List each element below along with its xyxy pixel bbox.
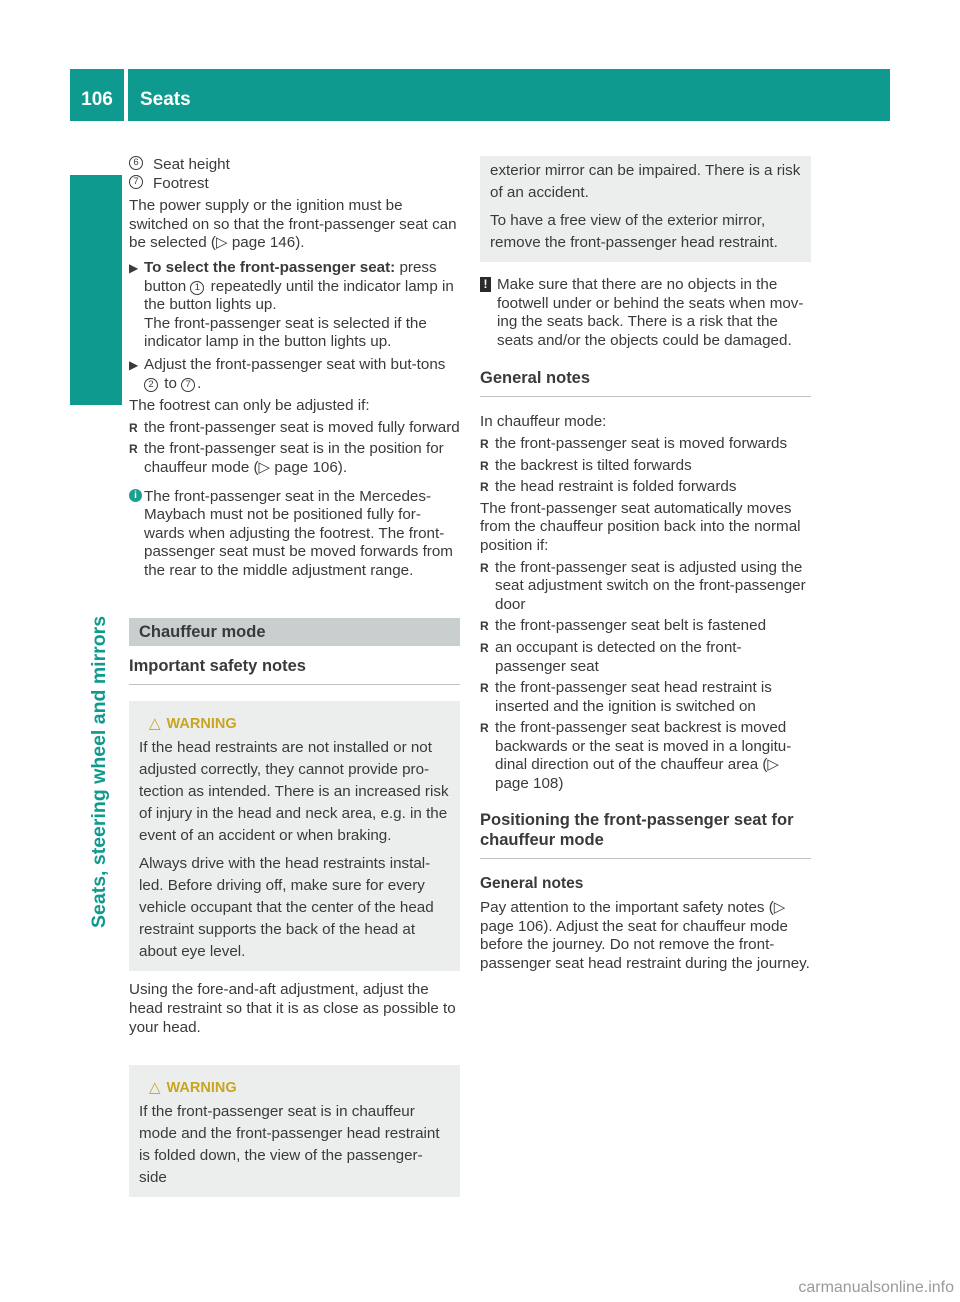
warning-header: [149, 713, 450, 735]
warning-text: exterior mirror can be impaired. There is a risk of an accident.: [490, 162, 801, 201]
bullet-text: the front-passenger seat is moved forwards: [495, 434, 788, 452]
bullet-r-icon: R: [480, 619, 489, 634]
bullet-r-icon: R: [129, 442, 138, 457]
footrest-intro: The footrest can only be adjusted if:: [129, 397, 370, 415]
bullet-text: the front-passenger seat belt is fastened: [495, 617, 767, 635]
bullet-r-icon: R: [480, 721, 489, 736]
list-item: [480, 719, 811, 793]
side-tab-title: Seats, steering wheel and mirrors: [88, 615, 110, 928]
heading-positioning: Positioning the front-passenger seat for chauffeur mode: [480, 810, 811, 859]
info-text: The front-passenger seat in the Mercedes-Maybach must not be positioned fully for-wards when adjusting the footrest. The front-passenger seat must be moved forwards from the rear to the middle adjustment range.: [144, 487, 453, 579]
warning-box-continued: [480, 156, 811, 262]
step-text: repeatedly until the indicator lamp in the button lights up.: [144, 277, 454, 314]
step-select-seat: [129, 259, 460, 352]
section-heading-chauffeur: Chauffeur mode: [129, 618, 460, 646]
page-number: 106: [81, 89, 113, 110]
list-item: [480, 639, 811, 676]
bullet-text: the backrest is tilted forwards: [495, 456, 692, 474]
bullet-text: the front-passenger seat is moved fully forward: [144, 418, 460, 436]
step-arrow-icon: ▶: [129, 260, 139, 275]
warning-box: [129, 1065, 460, 1197]
list-item: [480, 478, 811, 497]
info-icon: i: [129, 489, 142, 502]
list-item: [480, 617, 811, 636]
header-bar: [70, 69, 890, 121]
step-bold-label: To select the front-passenger seat:: [144, 258, 396, 276]
general-notes-text: Pay attention to the important safety notes (▷ page 106). Adjust the seat for chauffeur mode before the journey. Do not remove the front-passenger seat head restraint during the journey.: [480, 899, 810, 973]
list-item: [129, 419, 460, 438]
right-column: [480, 156, 811, 980]
exclamation-icon: !: [480, 277, 491, 292]
left-column: [129, 156, 460, 1207]
intro-text: The power supply or the ignition must be switched on so that the front-passenger seat can be selected (▷ page 146).: [129, 197, 457, 252]
step-adjust-seat: [129, 356, 460, 393]
warning-text: Always drive with the head restraints instal-led. Before driving off, make sure for every vehicle occupant that the center of the head restraint supports the back of the head at about eye level.: [139, 855, 434, 961]
button-number: 1: [190, 281, 204, 295]
step-text: Adjust the front-passenger seat with but-tons: [144, 355, 446, 373]
bullet-r-icon: R: [480, 480, 489, 495]
step-text: press button: [144, 258, 437, 295]
bullet-text: the front-passenger seat is in the position for chauffeur mode (▷ page 106).: [144, 440, 444, 476]
bullet-r-icon: R: [129, 420, 138, 435]
damage-note: [480, 276, 811, 350]
header-divider: [124, 69, 128, 121]
warning-text: If the head restraints are not installed or not adjusted correctly, they cannot provide pro-tection as intended. There is an increased risk of injury in the head and neck area, e.g. in the event of an accident or when braking.: [139, 739, 449, 845]
warning-text: If the front-passenger seat is in chauffeur mode and the front-passenger head restraint is folded down, the view of the passenger-side: [139, 1103, 440, 1187]
step-result: The front-passenger seat is selected if the indicator lamp in the button lights up.: [144, 314, 427, 351]
list-item: [480, 457, 811, 476]
bullet-text: the front-passenger seat backrest is moved backwards or the seat is moved in a longitu-dinal direction out of the chauffeur area (▷ page 108): [495, 719, 792, 793]
step-text: to: [160, 374, 182, 392]
chauffeur-intro: In chauffeur mode:: [480, 413, 607, 431]
legend-item-seat-height: [129, 156, 460, 175]
bullet-text: the head restraint is folded forwards: [495, 478, 737, 496]
info-note: [129, 488, 460, 581]
bullet-r-icon: R: [480, 436, 489, 451]
bullet-text: the front-passenger seat is adjusted using the seat adjustment switch on the front-passenger door: [495, 558, 806, 613]
watermark: carmanualsonline.info: [798, 1279, 954, 1297]
legend-item-footrest: [129, 175, 460, 194]
bullet-r-icon: R: [480, 681, 489, 696]
note-text: Make sure that there are no objects in the footwell under or behind the seats when mov-ing the seats back. There is a risk that the seats and/or the objects could be damaged.: [497, 276, 804, 349]
warning-text: To have a free view of the exterior mirror, remove the front-passenger head restraint.: [490, 212, 778, 251]
step-text: .: [197, 374, 202, 392]
list-item: [129, 440, 460, 477]
step-arrow-icon: ▶: [129, 357, 139, 372]
fore-aft-text: Using the fore-and-aft adjustment, adjust the head restraint so that it is as close as possible to your head.: [129, 981, 456, 1036]
bullet-text: the front-passenger seat head restraint is inserted and the ignition is switched on: [495, 679, 772, 715]
bullet-text: an occupant is detected on the front-passenger seat: [495, 638, 742, 675]
bullet-r-icon: R: [480, 640, 489, 655]
heading-safety-notes: Important safety notes: [129, 656, 460, 685]
legend-label: Footrest: [153, 174, 209, 192]
page-title: Seats: [140, 89, 191, 110]
warning-label: WARNING: [166, 716, 237, 733]
legend-number: 7: [129, 175, 143, 189]
list-item: [480, 679, 811, 716]
warning-header: [149, 1077, 450, 1099]
heading-general-notes: General notes: [480, 368, 811, 397]
subheading-general-notes: General notes: [480, 874, 584, 892]
warning-triangle-icon: △: [149, 715, 161, 733]
warning-box: [129, 701, 460, 971]
auto-move-text: The front-passenger seat automatically moves from the chauffeur position back into the normal position if:: [480, 499, 801, 554]
bullet-r-icon: R: [480, 458, 489, 473]
list-item: [480, 435, 811, 454]
button-number: 2: [144, 378, 158, 392]
warning-label: WARNING: [166, 1080, 237, 1097]
warning-triangle-icon: △: [149, 1079, 161, 1097]
side-tab-block: [70, 175, 122, 405]
bullet-r-icon: R: [480, 560, 489, 575]
button-number: 7: [181, 378, 195, 392]
legend-number: 6: [129, 156, 143, 170]
list-item: [480, 559, 811, 615]
legend-label: Seat height: [153, 156, 230, 173]
